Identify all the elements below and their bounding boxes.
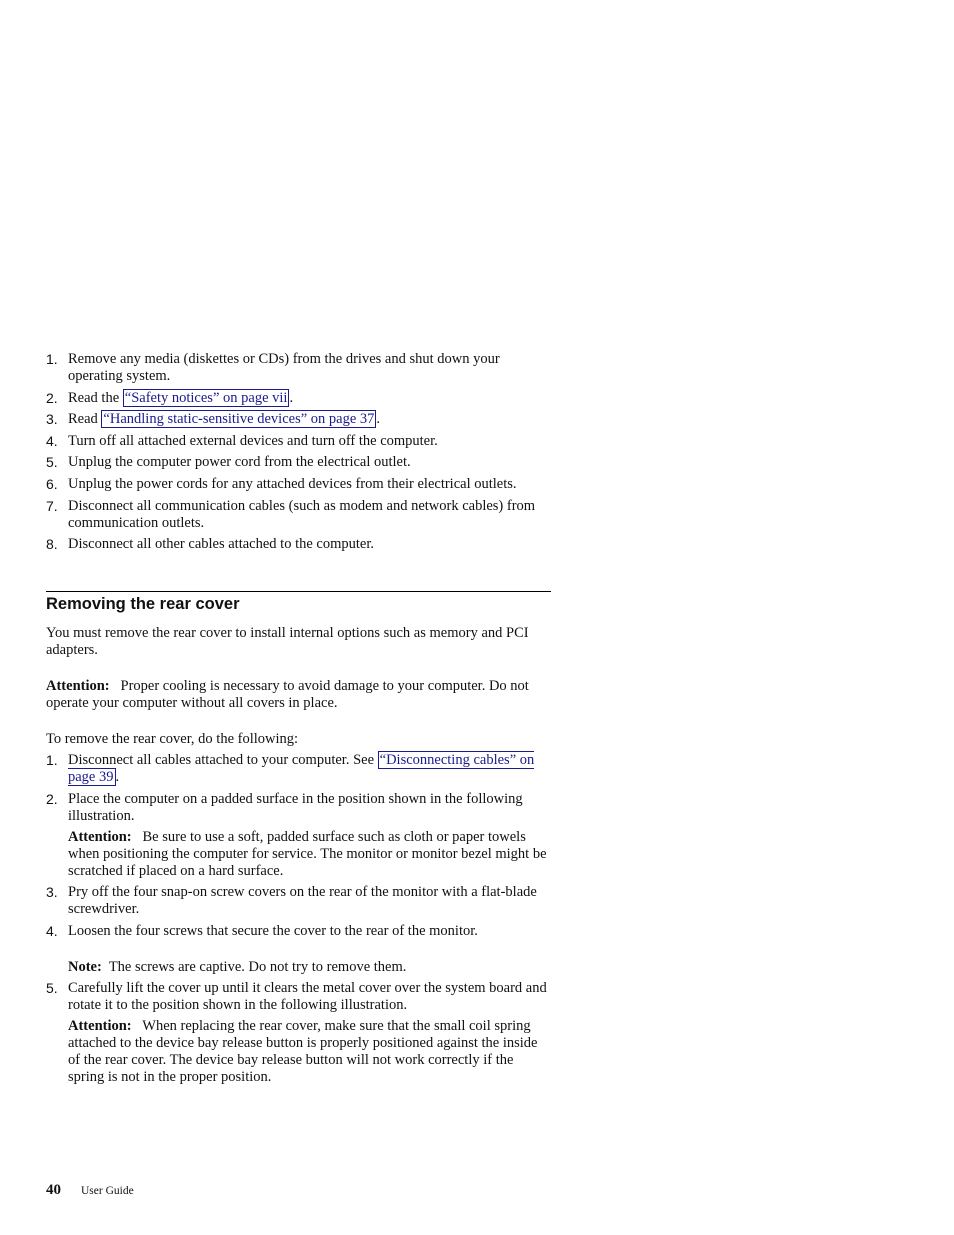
list-number: 1.	[46, 752, 58, 768]
attention-label: Attention:	[68, 828, 132, 845]
list-item-text: Pry off the four snap-on screw covers on the rear of the monitor with a flat-blade screwdriver.	[68, 884, 537, 918]
list-number: 6.	[46, 475, 58, 492]
list-item	[46, 454, 552, 471]
list-number: 3.	[46, 884, 58, 901]
list-number: 4.	[46, 432, 58, 449]
note-label: Note:	[68, 958, 102, 975]
list-item-text: Loosen the four screws that secure the cover to the rear of the monitor.	[68, 922, 478, 939]
section-intro: You must remove the rear cover to install internal options such as memory and PCI adapters.	[46, 625, 529, 658]
page-footer	[46, 1181, 134, 1199]
list-item-text: Read	[68, 411, 102, 428]
punctuation: .	[289, 389, 294, 406]
note	[68, 959, 552, 976]
list-item-text: Remove any media (diskettes or CDs) from the drives and shut down your operating system.	[68, 351, 500, 384]
disconnecting-cables-link[interactable]: “Disconnecting cables” on page 39	[68, 752, 535, 785]
static-sensitive-devices-link[interactable]: “Handling static-sensitive devices” on page 37	[103, 411, 375, 428]
safety-notices-link[interactable]: “Safety notices” on page vii	[124, 389, 288, 406]
section-divider	[46, 591, 551, 592]
list-item	[46, 884, 552, 918]
list-item-text: Unplug the computer power cord from the electrical outlet.	[68, 454, 411, 471]
attention-label: Attention:	[68, 1018, 132, 1035]
list-item-text: Disconnect all other cables attached to the computer.	[68, 536, 374, 553]
list-number: 2.	[46, 790, 58, 807]
list-item-text: Unplug the power cords for any attached devices from their electrical outlets.	[68, 475, 517, 492]
list-item	[46, 476, 552, 493]
list-item	[46, 351, 552, 385]
page-number: 40	[46, 1182, 61, 1198]
list-number: 7.	[46, 497, 58, 514]
attention-note	[68, 1018, 552, 1086]
list-number: 8.	[46, 536, 58, 553]
list-number: 1.	[46, 351, 58, 367]
punctuation: .	[115, 769, 120, 785]
list-number: 3.	[46, 411, 58, 428]
section-heading: Removing the rear cover	[46, 595, 240, 613]
list-item-text: Turn off all attached external devices and turn off the computer.	[68, 432, 438, 449]
list-item	[46, 433, 552, 450]
preparation-steps-list	[46, 351, 552, 558]
note-text: The screws are captive. Do not try to remove them.	[108, 958, 407, 975]
list-number: 4.	[46, 922, 58, 939]
list-item-text: Disconnect all cables attached to your computer. See	[68, 752, 378, 768]
list-item	[46, 980, 552, 1086]
list-item-text: Read the	[68, 389, 123, 406]
punctuation: .	[376, 411, 381, 428]
steps-intro: To remove the rear cover, do the following:	[46, 731, 299, 747]
attention-label: Attention:	[46, 678, 110, 694]
list-number: 2.	[46, 389, 58, 406]
attention-text: When replacing the rear cover, make sure that the small coil spring attached to the device bay release button is properly positioned against the inside of the rear cover. The device bay release button will not work correctly if the spring is not in the proper position.	[68, 1018, 538, 1086]
list-item-text: Carefully lift the cover up until it clears the metal cover over the system board and rotate it to the position shown in the following illustration.	[68, 980, 547, 1014]
list-item-text: Disconnect all communication cables (such as modem and network cables) from communication outlets.	[68, 497, 536, 531]
list-number: 5.	[46, 454, 58, 471]
list-item	[46, 390, 552, 407]
list-item	[46, 411, 552, 428]
list-number: 5.	[46, 980, 58, 997]
attention-paragraph	[46, 678, 552, 712]
attention-text: Proper cooling is necessary to avoid damage to your computer. Do not operate your computer without all covers in place.	[46, 678, 529, 711]
list-item	[46, 536, 552, 553]
list-item-text: Place the computer on a padded surface in the position shown in the following illustration.	[68, 790, 523, 824]
list-item	[46, 498, 552, 532]
list-item	[46, 791, 552, 880]
attention-note	[68, 829, 552, 880]
attention-text: Be sure to use a soft, padded surface such as cloth or paper towels when positioning the computer for service. The monitor or monitor bezel might be scratched if placed on a hard surface.	[68, 828, 547, 879]
document-title: User Guide	[81, 1185, 134, 1197]
list-item	[46, 923, 552, 976]
rear-cover-steps-list	[46, 752, 552, 1091]
list-item	[46, 752, 552, 786]
